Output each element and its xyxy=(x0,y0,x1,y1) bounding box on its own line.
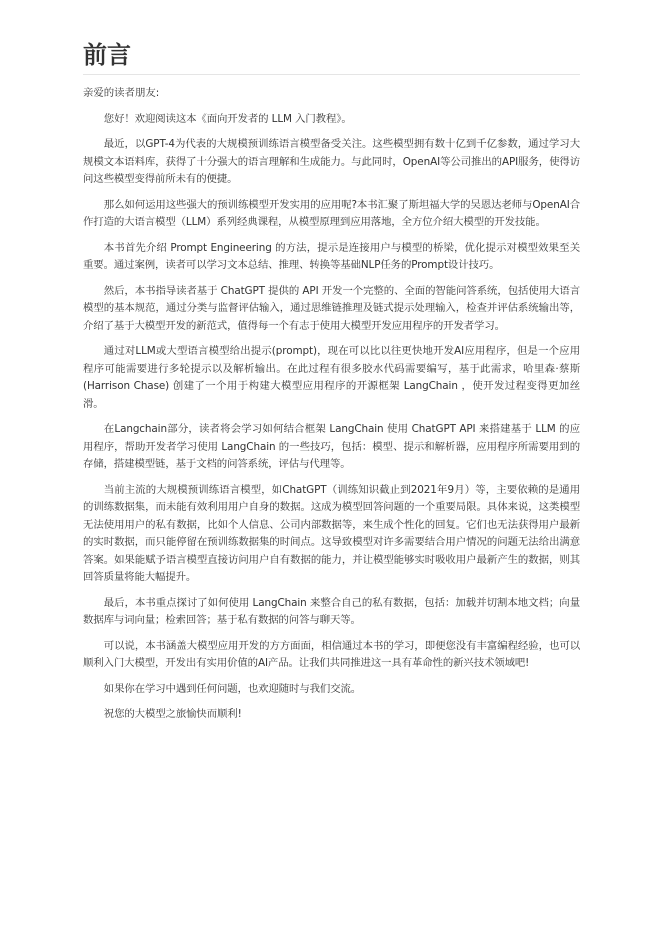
paragraph: 如果你在学习中遇到任何问题，也欢迎随时与我们交流。 xyxy=(103,682,362,695)
greeting: 亲爱的读者朋友: xyxy=(83,87,160,99)
paragraph: 可以说，本书涵盖大模型应用开发的方方面面，相信通过本书的学习，即便您没有丰富编程经验，也可以顺利入门大模型，开发出有实用价值的AI产品。让我们共同推进这一具有革命性的新兴技术领域吧! xyxy=(83,639,580,669)
paragraph: 本书首先介绍 Prompt Engineering 的方法，提示是连接用户与模型的桥梁，优化提示对模型效果至关重要。通过案例，读者可以学习文本总结、推理、转换等基础NLP任务的Prompt设计技巧。 xyxy=(83,241,580,271)
paragraph: 祝您的大模型之旅愉快而顺利! xyxy=(103,708,242,720)
paragraph: 在Langchain部分，读者将会学习如何结合框架 LangChain 使用 ChatGPT API 来搭建基于 LLM 的应用程序，帮助开发者学习使用 LangChain 的一些技巧，包括：模型、提示和解析器，应用程序所需要用到的存储，搭建模型链，基于文档的问答系统，评估与代理等。 xyxy=(83,423,580,470)
paragraph: 最近，以GPT-4为代表的大规模预训练语言模型备受关注。这些模型拥有数十亿到千亿参数，通过学习大规模文本语料库，获得了十分强大的语言理解和生成能力。与此同时，OpenAI等公司推出的API服务，使得访问这些模型变得前所未有的便捷。 xyxy=(83,138,580,185)
paragraph: 然后，本书指导读者基于 ChatGPT 提供的 API 开发一个完整的、全面的智能问答系统，包括使用大语言模型的基本规范，通过分类与监督评估输入，通过思维链推理及链式提示处理输入，检查并评估系统输出等，介绍了基于大模型开发的新范式，值得每一个有志于使用大模型开发应用程序的开发者学习。 xyxy=(83,284,580,332)
page-title: 前言 xyxy=(83,40,580,75)
paragraph: 最后，本书重点探讨了如何使用 LangChain 来整合自己的私有数据，包括：加载并切割本地文档；向量数据库与词向量；检索回答；基于私有数据的问答与聊天等。 xyxy=(83,596,580,626)
paragraph: 当前主流的大规模预训练语言模型，如ChatGPT（训练知识截止到2021年9月）等，主要依赖的是通用的训练数据集，而未能有效利用用户自身的数据。这成为模型回答问题的一个重要局限。具体来说，这类模型无法使用用户的私有数据，比如个人信息、公司内部数据等，来生成个性化的回复。它们也无法获得用户最新的实时数据，而只能停留在预训练数据集的时间点。这导致模型对许多需要结合用户情况的问题无法给出满意答案。如果能赋予语言模型直接访问用户自有数据的能力，并让模型能够实时吸收用户最新产生的数据，则其回答质量将能大幅提升。 xyxy=(83,483,580,583)
paragraph: 通过对LLM或大型语言模型给出提示(prompt)，现在可以比以往更快地开发AI应用程序，但是一个应用程序可能需要进行多轮提示以及解析输出。在此过程有很多胶水代码需要编写，基于此需求，哈里森·蔡斯 (Harrison Chase) 创建了一个用于构建大模型应用程序的开源框架 LangChain ，使开发过程变得更加丝滑。 xyxy=(83,345,580,410)
document-page xyxy=(83,40,580,724)
paragraph: 那么如何运用这些强大的预训练模型开发实用的应用呢?本书汇聚了斯坦福大学的吴恩达老师与OpenAI合作打造的大语言模型（LLM）系列经典课程，从模型原理到应用落地，全方位介绍大模型的开发技能。 xyxy=(83,198,580,228)
paragraph: 您好！欢迎阅读这本《面向开发者的 LLM 入门教程》。 xyxy=(103,112,352,125)
